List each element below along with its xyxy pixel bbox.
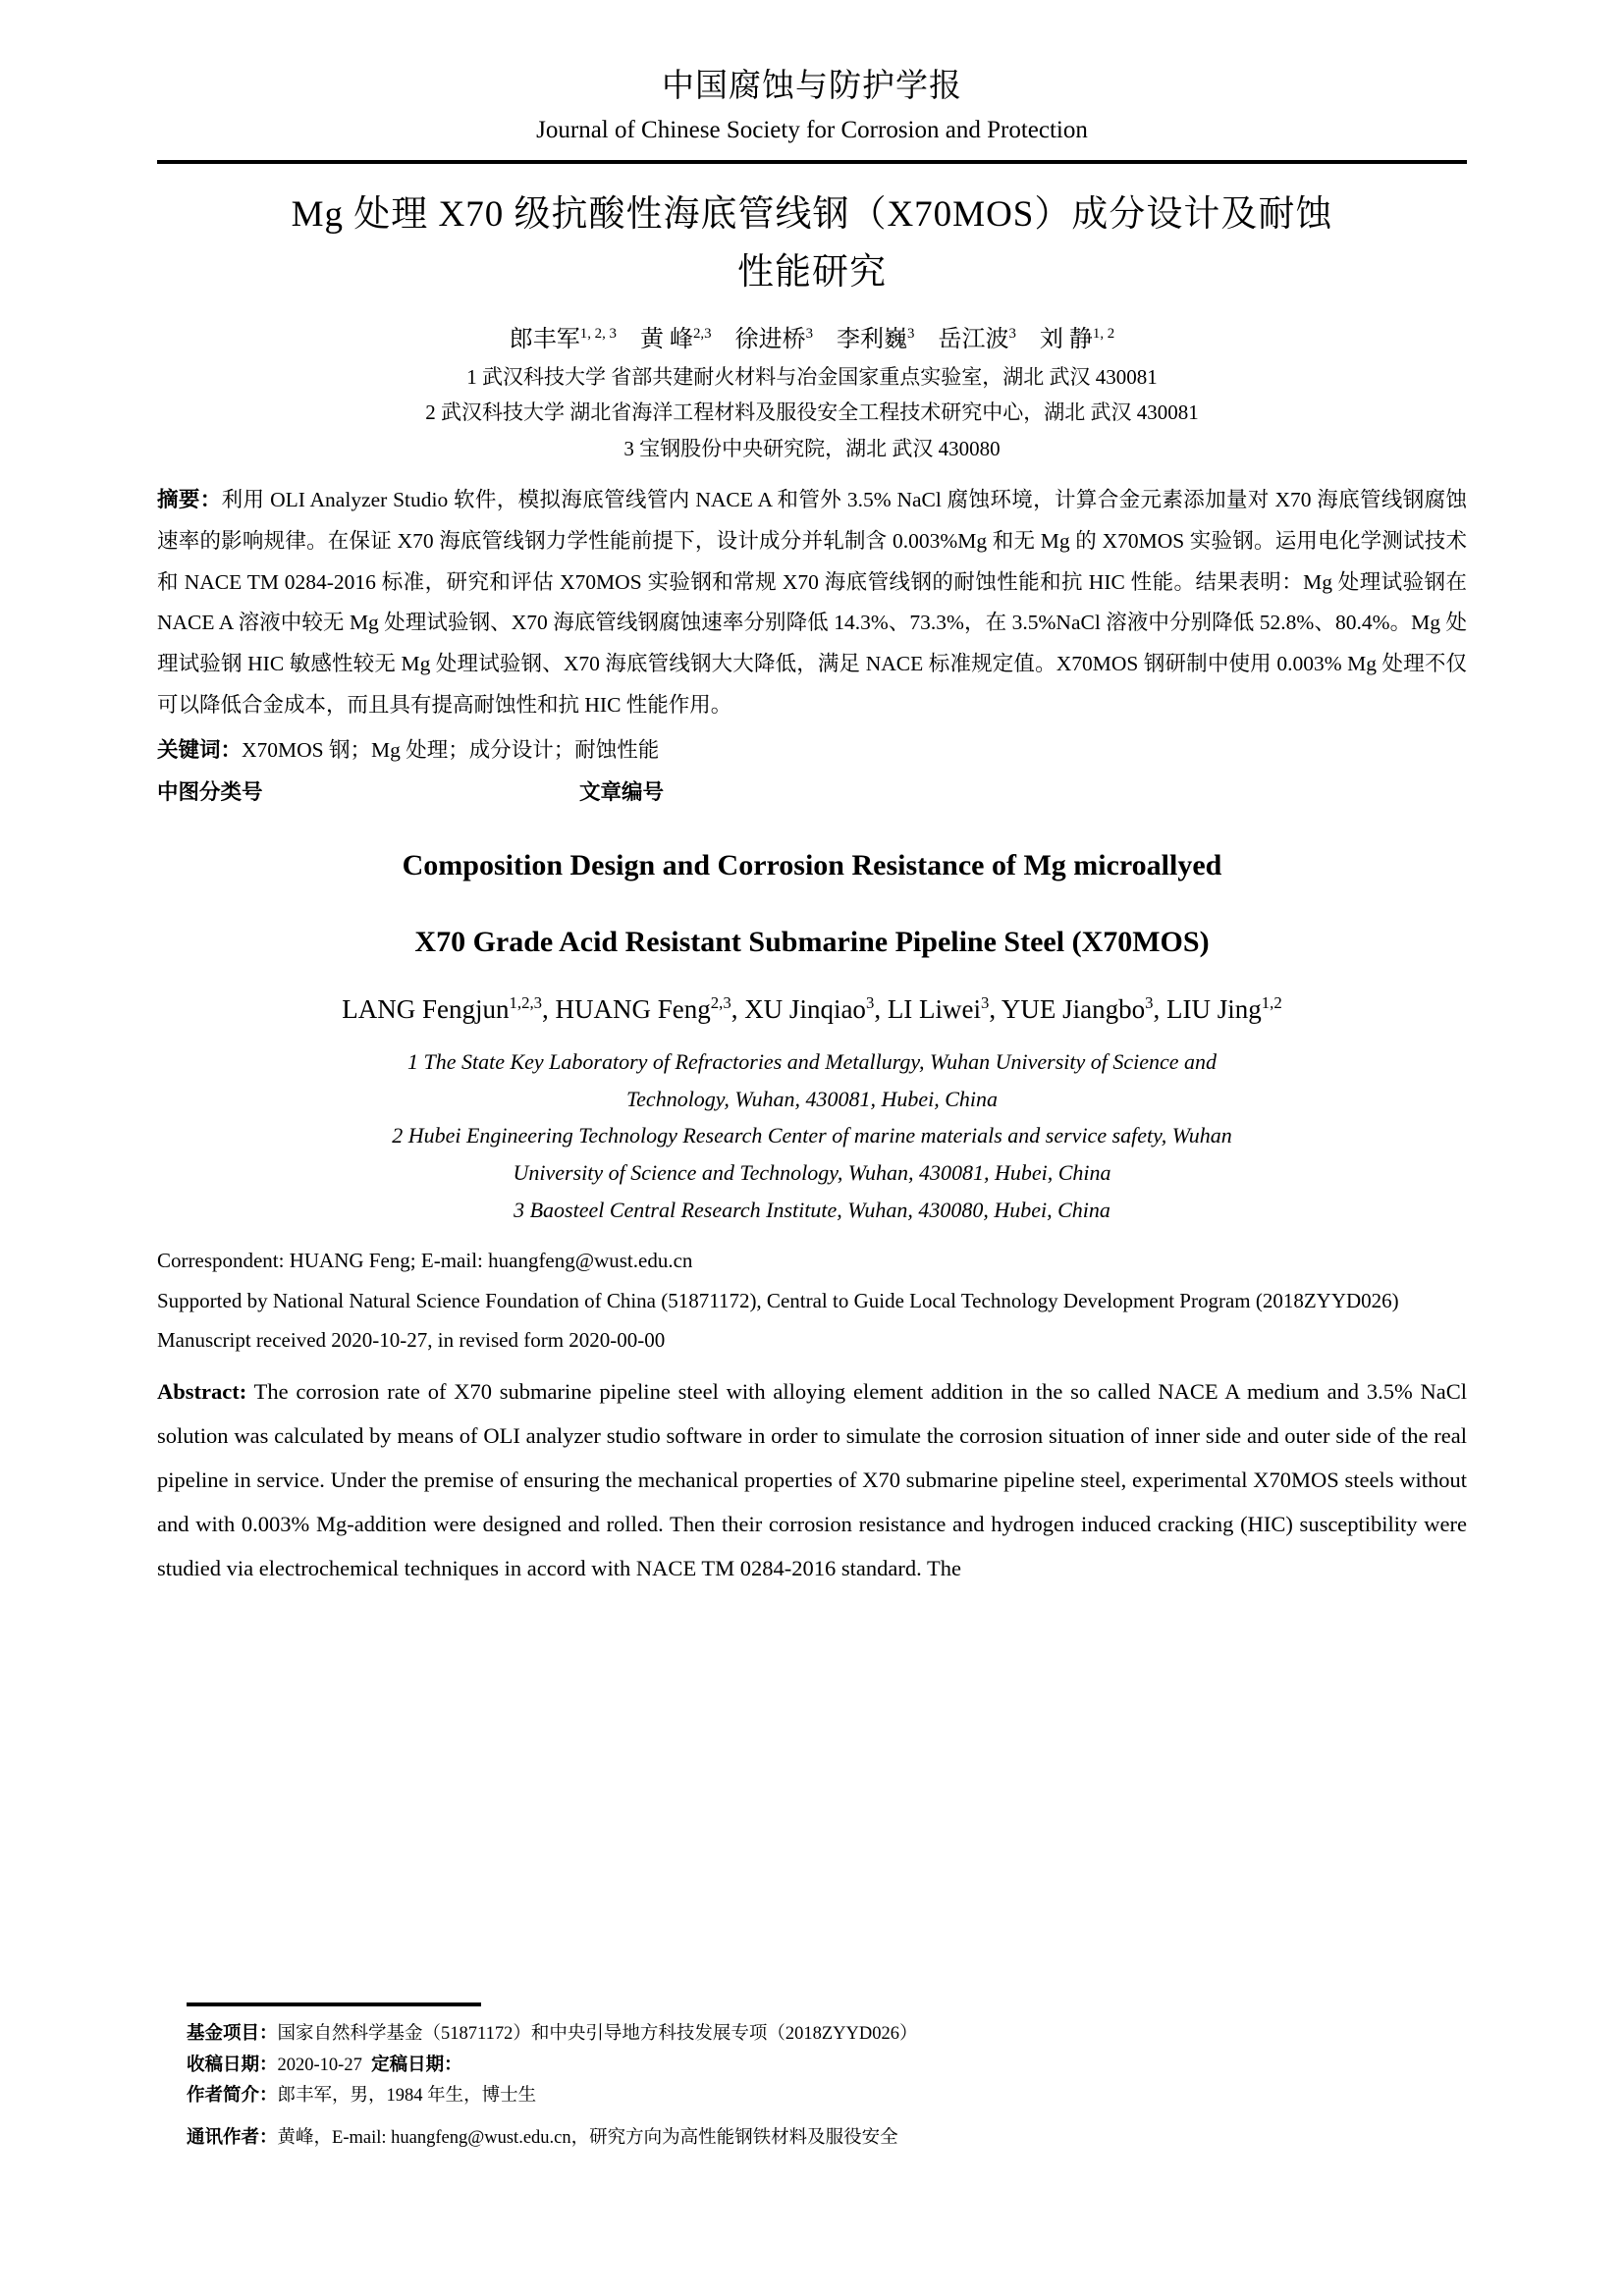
affiliation-chinese-1: 1 武汉科技大学 省部共建耐火材料与冶金国家重点实验室，湖北 武汉 430081 bbox=[466, 365, 1158, 390]
clc-number-label: 中图分类号 bbox=[157, 780, 263, 805]
author-affil-marker: 3 bbox=[805, 326, 814, 343]
abstract-chinese-label: 摘要： bbox=[157, 487, 222, 511]
correspondent-line: Correspondent: HUANG Feng; E-mail: huangfeng@wust.edu.cn bbox=[157, 1249, 693, 1273]
paper-metadata-english bbox=[157, 1241, 1467, 1360]
footnote-author-bio-body: 郎丰军，男，1984 年生，博士生 bbox=[277, 2086, 537, 2107]
paper-title-chinese-line2: 性能研究 bbox=[737, 252, 887, 294]
classification-row bbox=[157, 773, 1467, 813]
footnote-fund bbox=[187, 2020, 1463, 2049]
affiliation-chinese-3: 3 宝钢股份中央研究院，湖北 武汉 430080 bbox=[623, 436, 1001, 460]
affiliation-english-1b: Technology, Wuhan, 430081, Hubei, China bbox=[625, 1086, 999, 1111]
author-english-3: XU Jinqiao$^3$ bbox=[744, 992, 875, 1024]
footnote-author-bio bbox=[187, 2082, 1463, 2110]
author-affil-marker: 2,3 bbox=[710, 992, 731, 1012]
author-chinese-1: 郎丰军$^{1, 2, 3}$ bbox=[509, 326, 617, 353]
footnote-received bbox=[187, 2052, 1463, 2080]
footnote-corresponding-label: 通讯作者： bbox=[187, 2128, 278, 2149]
footnote-fund-label: 基金项目： bbox=[187, 2024, 278, 2044]
author-chinese-2: 黄 峰$^{2,3}$ bbox=[639, 326, 712, 353]
author-english-1: LANG Fengjun$^{1,2,3}$ bbox=[342, 992, 543, 1024]
abstract-english-body: The corrosion rate of X70 submarine pipeline steel with alloying element addition in the so called NACE A medium and 3.5% NaCl solution was calculated by means of OLI analyzer studio software in order to simulate the corrosion situation of inner side and outer side of the real pipeline in service. Under the premise of ensuring the mechanical properties of X70 submarine pipeline steel, experimental X70MOS steels without and with 0.003% Mg-addition were designed and rolled. Then their corrosion resistance and hydrogen induced cracking (HIC) susceptibility were studied via electrochemical techniques in accord with NACE TM 0284-2016 standard. The bbox=[157, 1379, 1468, 1581]
paper-title-chinese-line1: Mg 处理 X70 级抗酸性海底管线钢（X70MOS）成分设计及耐蚀 bbox=[291, 193, 1333, 235]
journal-title-english: Journal of Chinese Society for Corrosion and Protection bbox=[536, 117, 1088, 144]
footnote-author-bio-label: 作者简介： bbox=[187, 2086, 278, 2107]
author-affil-marker: 1, 2, 3 bbox=[579, 326, 617, 343]
abstract-english bbox=[157, 1369, 1467, 1590]
author-chinese-6: 刘 静$^{1, 2}$ bbox=[1039, 326, 1115, 353]
affiliation-english-2a: 2 Hubei Engineering Technology Research Center of marine materials and service safety, Wuhan bbox=[392, 1123, 1232, 1148]
journal-masthead bbox=[157, 0, 1467, 164]
author-affil-marker: 2,3 bbox=[692, 326, 712, 343]
footnote-fund-body: 国家自然科学基金（51871172）和中央引导地方科技发展专项（2018ZYYD026） bbox=[277, 2024, 918, 2044]
footnote-final-label: 定稿日期： bbox=[371, 2055, 462, 2075]
paper-title-chinese bbox=[157, 186, 1467, 303]
paper-title-english bbox=[157, 846, 1467, 963]
footnote-received-body: 2020-10-27 bbox=[277, 2055, 362, 2075]
keywords-chinese bbox=[157, 730, 1467, 771]
author-affil-marker: 3 bbox=[907, 326, 915, 343]
affiliation-chinese-2: 2 武汉科技大学 湖北省海洋工程材料及服役安全工程技术研究中心，湖北 武汉 430081 bbox=[425, 400, 1199, 425]
abstract-chinese-body: 利用 OLI Analyzer Studio 软件，模拟海底管线管内 NACE A 和管外 3.5% NaCl 腐蚀环境，计算合金元素添加量对 X70 海底管线钢腐蚀速率的影响规律。在保证 X70 海底管线钢力学性能前提下，设计成分并轧制含 0.003%Mg 和无 Mg 的 X70MOS 实验钢。运用电化学测试技术和 NACE TM 0284-2016 标准，研究和评估 X70MOS 实验钢和常规 X70 海底管线钢的耐蚀性能和抗 HIC 性能。结果表明：Mg 处理试验钢在 NACE A 溶液中较无 Mg 处理试验钢、X70 海底管线钢腐蚀速率分别降低 14.3%、73.3%，在 3.5%NaCl 溶液中分别降低 52.8%、80.4%。Mg 处理试验钢 HIC 敏感性较无 Mg 处理试验钢、X70 海底管线钢大大降低，满足 NACE 标准规定值。X70MOS 钢研制中使用 0.003% Mg 处理不仅可以降低合金成本，而且具有提高耐蚀性和抗 HIC 性能作用。 bbox=[157, 487, 1467, 718]
author-affil-marker: 3 bbox=[865, 992, 875, 1012]
page-content bbox=[157, 0, 1467, 1590]
author-english-4: LI Liwei$^3$ bbox=[887, 992, 990, 1024]
author-affil-marker: 1,2,3 bbox=[509, 992, 543, 1012]
affiliation-list-english bbox=[157, 1044, 1467, 1227]
author-affil-marker: 1,2 bbox=[1261, 992, 1282, 1012]
keywords-chinese-body: X70MOS 钢；Mg 处理；成分设计；耐蚀性能 bbox=[242, 738, 660, 763]
footnote-block bbox=[187, 2002, 1463, 2156]
article-number-label: 文章编号 bbox=[579, 780, 665, 805]
affiliation-list-chinese bbox=[157, 359, 1467, 465]
affiliation-english-2b: University of Science and Technology, Wuhan, 430081, Hubei, China bbox=[513, 1159, 1111, 1185]
author-english-2: HUANG Feng$^{2,3}$ bbox=[555, 992, 731, 1024]
author-affil-marker: 3 bbox=[981, 992, 990, 1012]
author-english-5: YUE Jiangbo$^3$ bbox=[1001, 992, 1154, 1024]
paper-title-english-line2: X70 Grade Acid Resistant Submarine Pipeline Steel (X70MOS) bbox=[414, 926, 1210, 959]
keywords-chinese-label: 关键词： bbox=[157, 738, 243, 763]
author-chinese-4: 李利巍$^3$ bbox=[837, 326, 915, 353]
author-affil-marker: 3 bbox=[1145, 992, 1154, 1012]
footnote-corresponding bbox=[187, 2124, 1463, 2153]
affiliation-english-3: 3 Baosteel Central Research Institute, Wuhan, 430080, Hubei, China bbox=[514, 1197, 1110, 1222]
masthead-divider bbox=[157, 160, 1467, 164]
author-list-chinese bbox=[157, 322, 1467, 357]
footnote-divider bbox=[187, 2002, 481, 2006]
footnote-corresponding-body: 黄峰，E-mail: huangfeng@wust.edu.cn，研究方向为高性能钢铁材料及服役安全 bbox=[277, 2128, 898, 2149]
affiliation-english-1a: 1 The State Key Laboratory of Refractories and Metallurgy, Wuhan University of Science and bbox=[406, 1049, 1218, 1075]
footnote-received-label: 收稿日期： bbox=[187, 2055, 278, 2075]
journal-title-chinese: 中国腐蚀与防护学报 bbox=[662, 69, 962, 104]
paper-title-english-line1: Composition Design and Corrosion Resistance of Mg microallyed bbox=[402, 848, 1222, 881]
author-chinese-5: 岳江波$^3$ bbox=[938, 326, 1016, 353]
author-chinese-3: 徐进桥$^3$ bbox=[734, 326, 814, 353]
author-list-english: LANG Fengjun$^{1,2,3}$, HUANG Feng$^{2,3}$, XU Jinqiao$^3$, LI Liwei$^3$, YUE Jiangbo$^3$, LIU Jing$^{1,2}$ bbox=[342, 992, 1282, 1024]
author-affil-marker: 1, 2 bbox=[1092, 326, 1115, 343]
manuscript-date-line: Manuscript received 2020-10-27, in revised form 2020-00-00 bbox=[157, 1327, 666, 1352]
author-english-6: LIU Jing$^{1,2}$ bbox=[1166, 992, 1282, 1024]
funding-line: Supported by National Natural Science Foundation of China (51871172), Central to Guide Local Technology Development Program (2018ZYYD026) bbox=[157, 1288, 1399, 1312]
author-affil-marker: 3 bbox=[1008, 326, 1016, 343]
abstract-chinese bbox=[157, 480, 1467, 727]
abstract-english-label: Abstract: bbox=[157, 1379, 247, 1405]
